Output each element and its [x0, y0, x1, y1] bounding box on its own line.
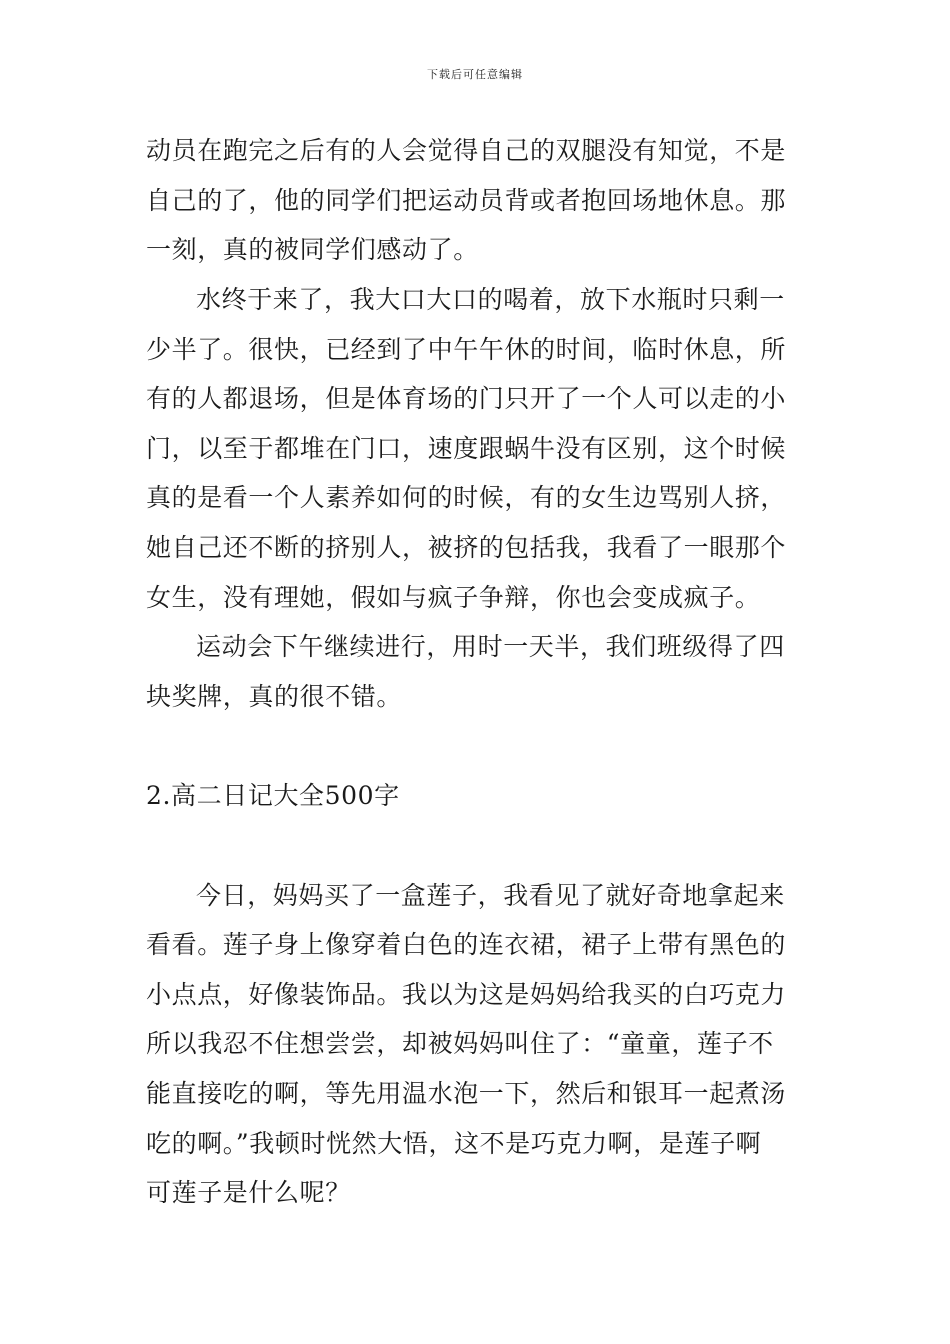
paragraph-line: 小点点，好像装饰品。我以为这是妈妈给我买的白巧克力 [146, 980, 787, 1009]
paragraph-line: 自己的了，他的同学们把运动员背或者抱回场地休息。那 [146, 186, 787, 215]
paragraph-line: 少半了。很快，已经到了中午午休的时间，临时休息，所 [146, 335, 787, 364]
paragraph-line: 吃的啊。”我顿时恍然大悟，这不是巧克力啊，是莲子啊 [146, 1129, 762, 1158]
page-header-note: 下载后可任意编辑 [427, 68, 523, 81]
paragraph-line: 块奖牌，真的很不错。 [146, 682, 403, 711]
paragraph-line: 今日，妈妈买了一盒莲子，我看见了就好奇地拿起来 [196, 881, 785, 910]
paragraph-line: 能直接吃的啊，等先用温水泡一下，然后和银耳一起煮汤 [146, 1079, 787, 1108]
paragraph-line: 女生，没有理她，假如与疯子争辩，你也会变成疯子。 [146, 583, 761, 612]
paragraph-line: 看看。莲子身上像穿着白色的连衣裙，裙子上带有黑色的 [146, 930, 787, 959]
section-heading: 2.高二日记大全500字 [146, 781, 400, 810]
paragraph-line: 可莲子是什么呢？ [146, 1178, 351, 1207]
paragraph-line: 水终于来了，我大口大口的喝着，放下水瓶时只剩一 [196, 285, 785, 314]
paragraph-line: 运动会下午继续进行，用时一天半，我们班级得了四 [196, 632, 785, 661]
paragraph-line: 真的是看一个人素养如何的时候，有的女生边骂别人挤， [146, 483, 787, 512]
paragraph-line: 有的人都退场，但是体育场的门只开了一个人可以走的小 [146, 384, 787, 413]
paragraph-line: 她自己还不断的挤别人，被挤的包括我，我看了一眼那个 [146, 533, 787, 562]
paragraph-line: 一刻，真的被同学们感动了。 [146, 235, 479, 264]
paragraph-line: 门，以至于都堆在门口，速度跟蜗牛没有区别，这个时候 [146, 434, 787, 463]
paragraph-line: 动员在跑完之后有的人会觉得自己的双腿没有知觉，不是 [146, 136, 787, 165]
paragraph-line: 所以我忍不住想尝尝，却被妈妈叫住了：“童童，莲子不 [146, 1029, 774, 1058]
